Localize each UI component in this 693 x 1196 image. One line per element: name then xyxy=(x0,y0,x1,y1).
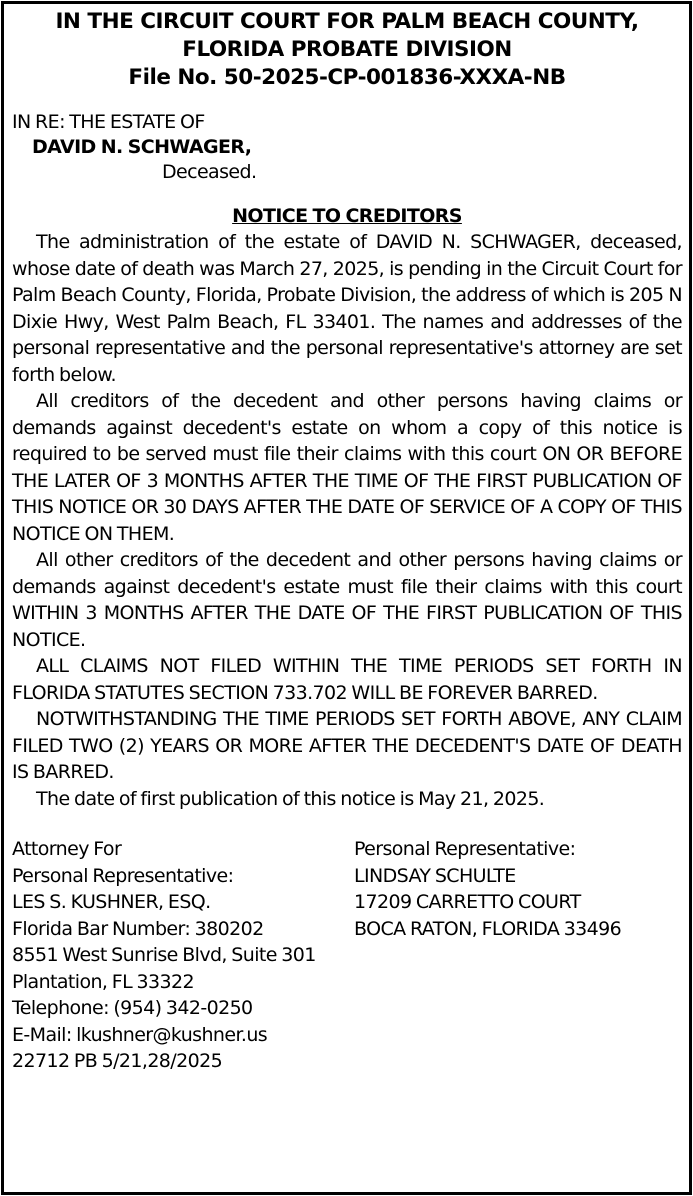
paragraph-creditors-served: All creditors of the decedent and other persons having claims or demands against decedent's estate on whom a copy of this notice is required to be served must file their claims with this court ON OR BEFORE THE LATER OF 3 MONTHS AFTER THE TIME OF THE FIRST PUBLICATION OF THIS NOTICE OR 30 DAYS AFTER THE DATE OF SERVICE OF A COPY OF THIS NOTICE ON THEM. xyxy=(12,390,682,545)
decedent-name: DAVID N. SCHWAGER, xyxy=(32,136,252,158)
attorney-address-city: Plantation, FL 33322 xyxy=(12,970,194,993)
notice-body xyxy=(12,229,682,812)
attorney-heading: Attorney For xyxy=(12,838,122,860)
representative-address-city: BOCA RATON, FLORIDA 33496 xyxy=(354,917,622,940)
representative-heading: Personal Representative: xyxy=(354,838,576,860)
in-re-label: IN RE: THE ESTATE OF xyxy=(12,111,205,133)
representative-block xyxy=(354,836,682,1075)
case-caption xyxy=(12,110,682,185)
attorney-telephone: Telephone: (954) 342-0250 xyxy=(12,997,253,1019)
file-number: File No. 50-2025-CP-001836-XXXA-NB xyxy=(128,65,566,90)
court-division: FLORIDA PROBATE DIVISION xyxy=(182,37,512,62)
paragraph-other-creditors: All other creditors of the decedent and other persons having claims or demands against decedent's estate must file their claims with this court WITHIN 3 MONTHS AFTER THE DATE OF THE FIRST PUBLICATION OF THIS NOTICE. xyxy=(12,549,682,651)
paragraph-forever-barred: ALL CLAIMS NOT FILED WITHIN THE TIME PERIODS SET FORTH IN FLORIDA STATUTES SECTION 733.702 WILL BE FOREVER BARRED. xyxy=(12,655,682,704)
publication-code: 22712 PB 5/21,28/2025 xyxy=(12,1050,223,1072)
attorney-bar-number: Florida Bar Number: 380202 xyxy=(12,917,264,940)
paragraph-notwithstanding: NOTWITHSTANDING THE TIME PERIODS SET FORTH ABOVE, ANY CLAIM FILED TWO (2) YEARS OR MORE AFTER THE DECEDENT'S DATE OF DEATH IS BARRED. xyxy=(12,708,682,783)
attorney-email: E-Mail: lkushner@kushner.us xyxy=(12,1023,268,1046)
court-name: IN THE CIRCUIT COURT FOR PALM BEACH COUNTY, xyxy=(55,9,639,34)
representative-name: LINDSAY SCHULTE xyxy=(354,864,516,887)
attorney-name: LES S. KUSHNER, ESQ. xyxy=(12,891,211,913)
deceased-label: Deceased. xyxy=(162,161,257,183)
notice-title: NOTICE TO CREDITORS xyxy=(232,205,462,227)
paragraph-publication-date: The date of first publication of this notice is May 21, 2025. xyxy=(36,787,545,810)
legal-notice xyxy=(12,8,682,1075)
attorney-block xyxy=(12,836,354,1075)
attorney-address-street: 8551 West Sunrise Blvd, Suite 301 xyxy=(12,944,316,966)
signature-block xyxy=(12,836,682,1075)
representative-address-street: 17209 CARRETTO COURT xyxy=(354,891,581,913)
paragraph-administration: The administration of the estate of DAVID N. SCHWAGER, deceased, whose date of death was March 27, 2025, is pending in the Circuit Court for Palm Beach County, Florida, Probate Division, the address of which is 205 N Dixie Hwy, West Palm Beach, FL 33401. The names and addresses of the personal representative and the personal representative's attorney are set forth below. xyxy=(12,231,682,386)
court-header xyxy=(12,8,682,92)
attorney-heading-role: Personal Representative: xyxy=(12,864,234,887)
